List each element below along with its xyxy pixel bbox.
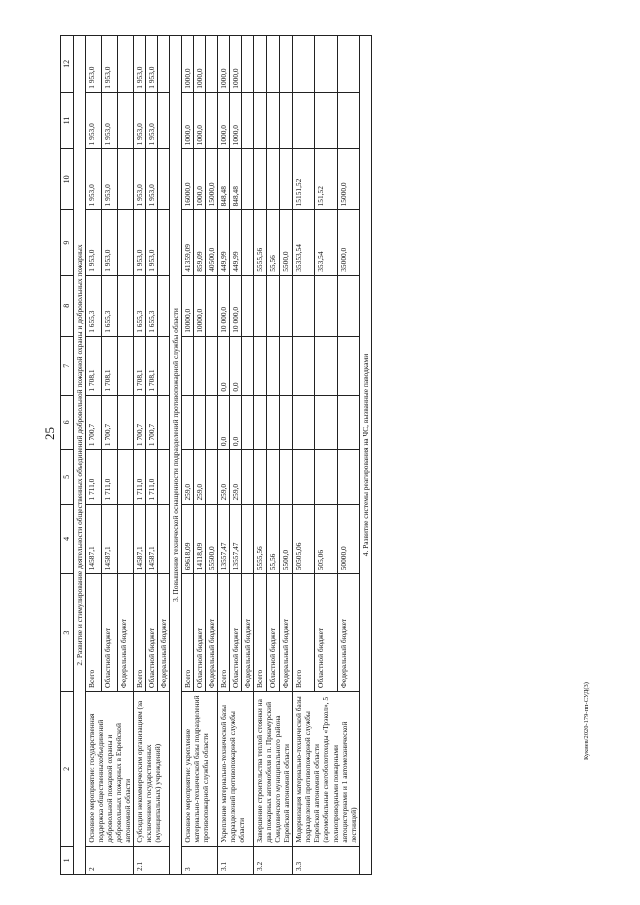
amount-cell: 1000,0: [194, 36, 206, 93]
table-row: [293, 36, 315, 875]
amount-cell: [293, 36, 315, 93]
item-number: 3: [182, 846, 218, 874]
activity-name: Укрепление материально-технической базы подразделений противопожарной службы области: [218, 691, 254, 846]
amount-cell: [117, 504, 133, 574]
amount-cell: [315, 336, 337, 395]
amount-cell: [242, 149, 254, 210]
amount-cell: [254, 36, 267, 93]
table-row: [85, 36, 101, 875]
amount-cell: 50000,0: [337, 504, 359, 574]
amount-cell: 1 655,3: [145, 275, 157, 336]
amount-cell: 1 953,0: [133, 210, 145, 275]
amount-cell: [293, 336, 315, 395]
amount-cell: 14587,1: [101, 504, 117, 574]
header-cell: 11: [61, 92, 74, 149]
header-cell: 2: [61, 691, 74, 846]
amount-cell: 10000,0: [182, 275, 194, 336]
amount-cell: [293, 92, 315, 149]
amount-cell: 14587,1: [145, 504, 157, 574]
amount-cell: 1000,0: [182, 36, 194, 93]
amount-cell: 1 953,0: [85, 36, 101, 93]
amount-cell: [337, 336, 359, 395]
amount-cell: 15151,52: [293, 149, 315, 210]
amount-cell: 505,06: [315, 504, 337, 574]
amount-cell: 1 953,0: [145, 36, 157, 93]
amount-cell: [117, 395, 133, 449]
budget-table: [60, 35, 372, 875]
section-title: 4. Развитие системы реагирования на ЧС, вызванные паводками: [359, 36, 371, 875]
amount-cell: 0,0: [230, 336, 242, 395]
amount-cell: 1 711,0: [133, 450, 145, 504]
amount-cell: 10 000,0: [230, 275, 242, 336]
amount-cell: [194, 395, 206, 449]
amount-cell: 1 700,7: [133, 395, 145, 449]
amount-cell: [280, 149, 293, 210]
funding-source: Областной бюджет: [230, 574, 242, 692]
amount-cell: 69618,09: [182, 504, 194, 574]
item-number: 3.2: [254, 846, 293, 874]
item-number: 3.1: [218, 846, 254, 874]
amount-cell: [337, 450, 359, 504]
amount-cell: 13557,47: [218, 504, 230, 574]
header-cell: 12: [61, 36, 74, 93]
amount-cell: [254, 450, 267, 504]
amount-cell: [158, 450, 170, 504]
item-number: 3.3: [293, 846, 359, 874]
amount-cell: 848,48: [218, 149, 230, 210]
amount-cell: [117, 92, 133, 149]
amount-cell: 1 700,7: [101, 395, 117, 449]
item-number: 2: [85, 846, 133, 874]
amount-cell: [337, 36, 359, 93]
amount-cell: [293, 395, 315, 449]
amount-cell: [254, 336, 267, 395]
amount-cell: [242, 395, 254, 449]
amount-cell: 5555,56: [254, 504, 267, 574]
funding-source: Областной бюджет: [194, 574, 206, 692]
amount-cell: [293, 275, 315, 336]
amount-cell: 1 655,3: [133, 275, 145, 336]
table-row: [218, 36, 230, 875]
amount-cell: 0,0: [230, 395, 242, 449]
amount-cell: 35000,0: [337, 210, 359, 275]
header-cell: 4: [61, 504, 74, 574]
amount-cell: 1000,0: [182, 92, 194, 149]
amount-cell: [280, 395, 293, 449]
amount-cell: 10000,0: [194, 275, 206, 336]
amount-cell: [206, 336, 218, 395]
amount-cell: 1 711,0: [101, 450, 117, 504]
amount-cell: [242, 450, 254, 504]
funding-source: Федеральный бюджет: [337, 574, 359, 692]
amount-cell: 15000,0: [337, 149, 359, 210]
funding-source: Всего: [218, 574, 230, 692]
amount-cell: [280, 450, 293, 504]
document-code: Кукиев/2020-179-пп-СУД(3): [583, 682, 590, 760]
amount-cell: [242, 36, 254, 93]
amount-cell: 1000,0: [230, 36, 242, 93]
funding-source: Областной бюджет: [101, 574, 117, 692]
section-row: [170, 36, 182, 875]
funding-source: Федеральный бюджет: [158, 574, 170, 692]
amount-cell: 449,99: [230, 210, 242, 275]
amount-cell: 1 711,0: [85, 450, 101, 504]
amount-cell: 1 953,0: [133, 36, 145, 93]
header-cell: 8: [61, 275, 74, 336]
amount-cell: [206, 275, 218, 336]
amount-cell: 14587,1: [85, 504, 101, 574]
amount-cell: 1 708,1: [101, 336, 117, 395]
amount-cell: [117, 149, 133, 210]
amount-cell: [267, 395, 280, 449]
funding-source: Областной бюджет: [267, 574, 280, 692]
table-row: [133, 36, 145, 875]
amount-cell: [267, 275, 280, 336]
amount-cell: [267, 336, 280, 395]
amount-cell: [315, 275, 337, 336]
amount-cell: 259,0: [194, 450, 206, 504]
amount-cell: 40500,0: [206, 210, 218, 275]
funding-source: Всего: [182, 574, 194, 692]
funding-source: Федеральный бюджет: [242, 574, 254, 692]
amount-cell: 1 953,0: [85, 149, 101, 210]
amount-cell: [337, 395, 359, 449]
amount-cell: 1 708,1: [85, 336, 101, 395]
amount-cell: 14587,1: [133, 504, 145, 574]
amount-cell: [254, 92, 267, 149]
section-title: 3. Повышение технической оснащенности подразделений противопожарной службы области: [170, 36, 182, 875]
amount-cell: [242, 504, 254, 574]
activity-name: Основное мероприятие: укрепление материально-технической базы подразделений противопожарной службы области: [182, 691, 218, 846]
amount-cell: 1 953,0: [101, 149, 117, 210]
funding-source: Областной бюджет: [145, 574, 157, 692]
section-row: [73, 36, 85, 875]
amount-cell: 1 711,0: [145, 450, 157, 504]
amount-cell: 13557,47: [230, 504, 242, 574]
amount-cell: 1 953,0: [101, 92, 117, 149]
activity-name: Основное мероприятие: государственная поддержка общественныхобъединений добровольной пожарной охраны и добровольных пожарных в Еврейской автономной области: [85, 691, 133, 846]
amount-cell: [315, 450, 337, 504]
amount-cell: 55,56: [267, 504, 280, 574]
amount-cell: 1 708,1: [133, 336, 145, 395]
header-cell: 9: [61, 210, 74, 275]
amount-cell: 14118,09: [194, 504, 206, 574]
amount-cell: [267, 92, 280, 149]
amount-cell: 1 953,0: [133, 92, 145, 149]
amount-cell: 1 953,0: [145, 92, 157, 149]
amount-cell: 1 953,0: [145, 210, 157, 275]
amount-cell: 55,56: [267, 210, 280, 275]
funding-source: Всего: [293, 574, 315, 692]
amount-cell: 15000,0: [206, 149, 218, 210]
amount-cell: [280, 36, 293, 93]
header-cell: 10: [61, 149, 74, 210]
amount-cell: 353,54: [315, 210, 337, 275]
funding-source: Всего: [85, 574, 101, 692]
amount-cell: 1 708,1: [145, 336, 157, 395]
rotated-table-container: [60, 35, 550, 875]
header-row: [61, 36, 74, 875]
header-cell: 5: [61, 450, 74, 504]
amount-cell: [117, 275, 133, 336]
amount-cell: 449,99: [218, 210, 230, 275]
amount-cell: 1 655,3: [101, 275, 117, 336]
amount-cell: [117, 36, 133, 93]
amount-cell: 848,48: [230, 149, 242, 210]
section-title: 2. Развитие и стимулирование деятельности общественных объединений добровольной пожарной охраны и добровольных пожарных: [73, 36, 85, 875]
amount-cell: [158, 92, 170, 149]
amount-cell: 1 700,7: [85, 395, 101, 449]
amount-cell: 50505,06: [293, 504, 315, 574]
amount-cell: 1 953,0: [85, 210, 101, 275]
amount-cell: [315, 36, 337, 93]
amount-cell: 5500,0: [280, 504, 293, 574]
amount-cell: 859,09: [194, 210, 206, 275]
amount-cell: 1000,0: [230, 92, 242, 149]
amount-cell: [280, 92, 293, 149]
amount-cell: [182, 336, 194, 395]
amount-cell: [254, 275, 267, 336]
amount-cell: [206, 92, 218, 149]
amount-cell: [206, 450, 218, 504]
amount-cell: [254, 149, 267, 210]
amount-cell: 16000,0: [182, 149, 194, 210]
amount-cell: [315, 92, 337, 149]
amount-cell: [117, 450, 133, 504]
amount-cell: [117, 336, 133, 395]
activity-name: Субсидии некоммерческим организациям (за исключением государственных (муниципальных) учреждений): [133, 691, 169, 846]
amount-cell: [280, 275, 293, 336]
funding-source: Областной бюджет: [315, 574, 337, 692]
amount-cell: [158, 275, 170, 336]
amount-cell: [337, 92, 359, 149]
amount-cell: [158, 336, 170, 395]
amount-cell: 1 655,3: [85, 275, 101, 336]
amount-cell: [194, 336, 206, 395]
amount-cell: 1 953,0: [145, 149, 157, 210]
amount-cell: [242, 336, 254, 395]
amount-cell: 5500,0: [280, 210, 293, 275]
amount-cell: 1 953,0: [101, 210, 117, 275]
amount-cell: [158, 36, 170, 93]
activity-name: Модернизация материально-технической базы подразделений противопожарной службы Еврейской автономной области (аэромобильные снегоболотоходы «Трэкол», 5 полноприводными пожарными автоцистернами и 1 автомеханической лестницей): [293, 691, 359, 846]
amount-cell: 1 953,0: [85, 92, 101, 149]
amount-cell: 259,0: [182, 450, 194, 504]
amount-cell: 1 700,7: [145, 395, 157, 449]
amount-cell: 5555,56: [254, 210, 267, 275]
amount-cell: 0,0: [218, 336, 230, 395]
amount-cell: 1000,0: [194, 92, 206, 149]
table-row: [254, 36, 267, 875]
amount-cell: 0,0: [218, 395, 230, 449]
amount-cell: 41359,09: [182, 210, 194, 275]
amount-cell: [254, 395, 267, 449]
amount-cell: [337, 275, 359, 336]
amount-cell: [267, 36, 280, 93]
amount-cell: [117, 210, 133, 275]
funding-source: Федеральный бюджет: [206, 574, 218, 692]
amount-cell: [158, 504, 170, 574]
amount-cell: [182, 395, 194, 449]
page-number: 25: [42, 427, 57, 440]
amount-cell: [267, 450, 280, 504]
amount-cell: 1000,0: [218, 92, 230, 149]
amount-cell: [293, 450, 315, 504]
amount-cell: [158, 210, 170, 275]
amount-cell: [242, 210, 254, 275]
funding-source: Федеральный бюджет: [117, 574, 133, 692]
amount-cell: [158, 149, 170, 210]
amount-cell: 151,52: [315, 149, 337, 210]
header-cell: 3: [61, 574, 74, 692]
amount-cell: [280, 336, 293, 395]
funding-source: Федеральный бюджет: [280, 574, 293, 692]
amount-cell: 259,0: [230, 450, 242, 504]
header-cell: 1: [61, 846, 74, 874]
amount-cell: [242, 92, 254, 149]
amount-cell: [267, 149, 280, 210]
amount-cell: [242, 275, 254, 336]
amount-cell: 1 953,0: [133, 149, 145, 210]
amount-cell: [206, 395, 218, 449]
amount-cell: 1 953,0: [101, 36, 117, 93]
amount-cell: [206, 36, 218, 93]
amount-cell: 55500,0: [206, 504, 218, 574]
header-cell: 7: [61, 336, 74, 395]
section-row: [359, 36, 371, 875]
amount-cell: 10 000,0: [218, 275, 230, 336]
amount-cell: 1000,0: [218, 36, 230, 93]
item-number: 2.1: [133, 846, 169, 874]
amount-cell: [315, 395, 337, 449]
amount-cell: 1000,0: [194, 149, 206, 210]
header-cell: 6: [61, 395, 74, 449]
amount-cell: 35353,54: [293, 210, 315, 275]
funding-source: Всего: [254, 574, 267, 692]
funding-source: Всего: [133, 574, 145, 692]
activity-name: Завершение строительства теплой стоянки на два пожарных автомобиля в п. Приамурский Смидовичского муниципального района Еврейской автономной области: [254, 691, 293, 846]
amount-cell: [158, 395, 170, 449]
amount-cell: 259,0: [218, 450, 230, 504]
table-row: [182, 36, 194, 875]
